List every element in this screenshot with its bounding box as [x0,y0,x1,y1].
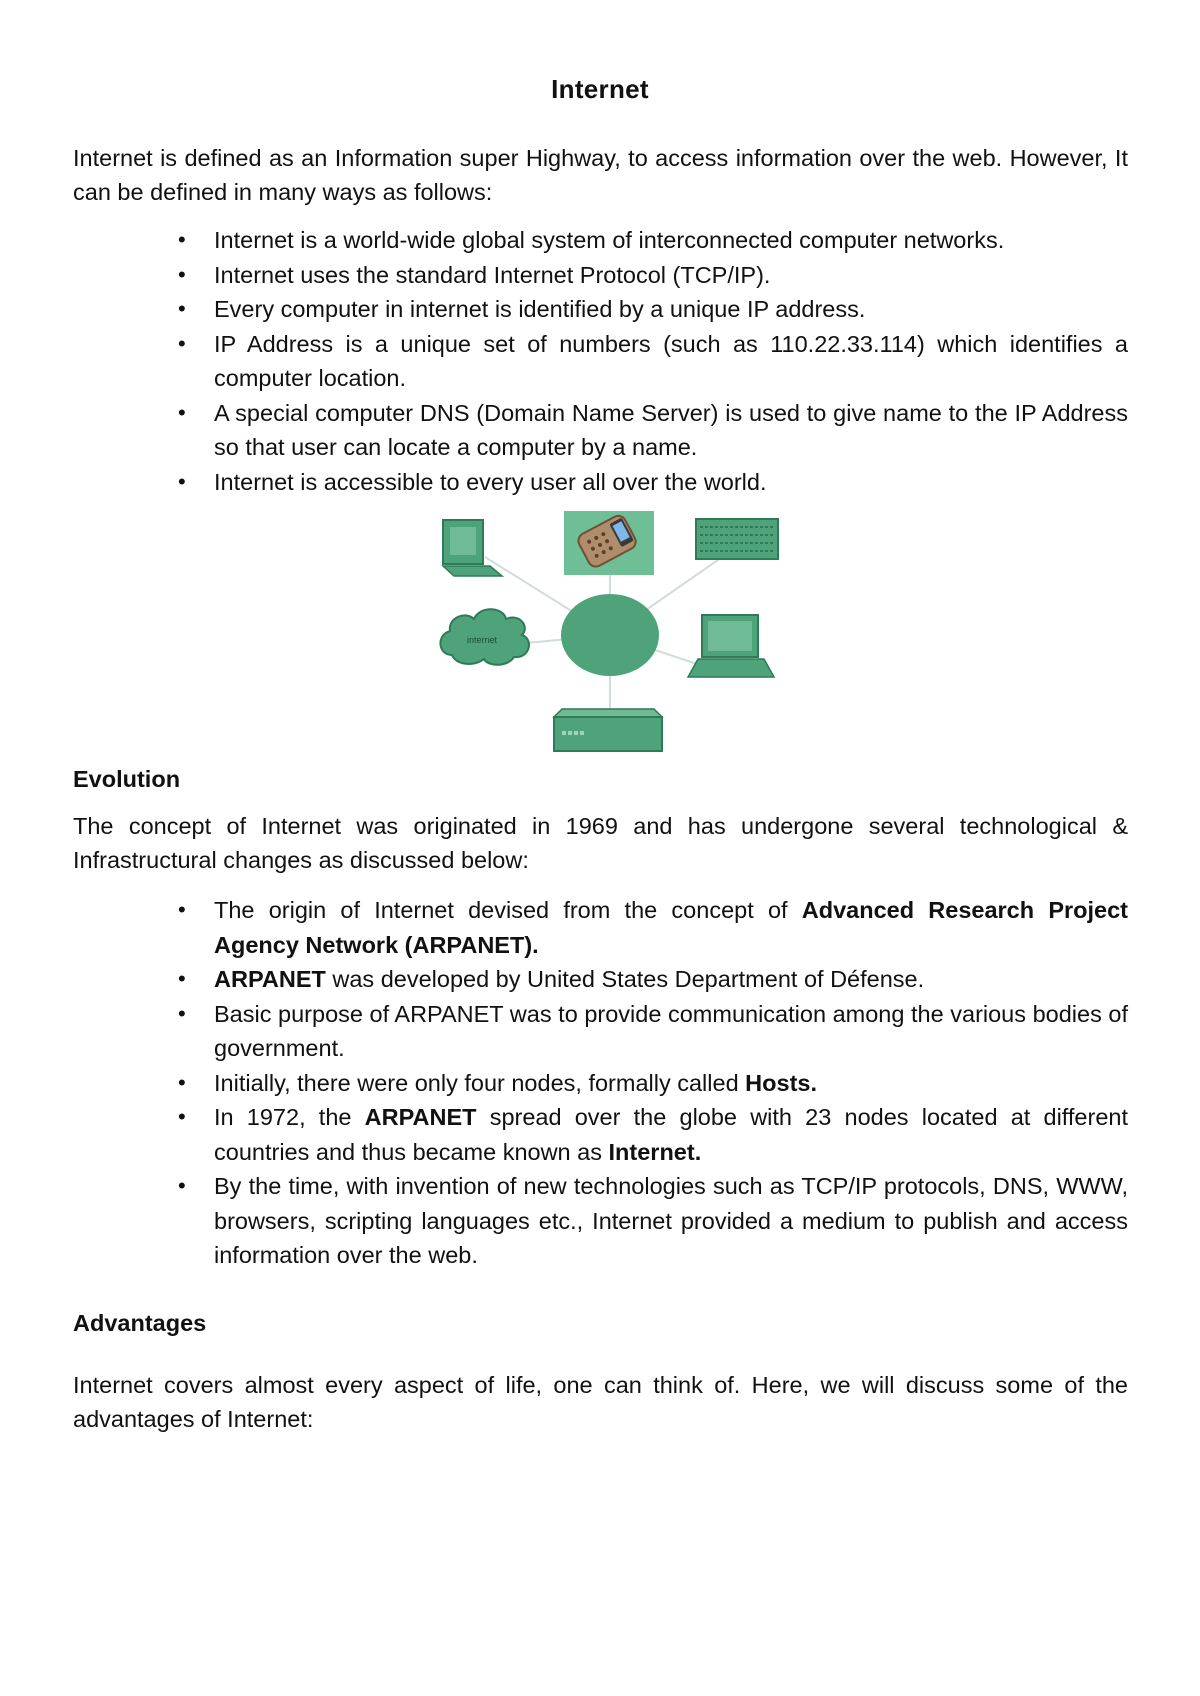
list-item: • By the time, with invention of new technologies such as TCP/IP protocols, DNS, WWW, browsers, scripting languages etc., Internet provided a medium to publish and access information over the web. [214,1169,1128,1273]
list-item: • IP Address is a unique set of numbers (such as 110.22.33.114) which identifies a computer location. [214,327,1128,396]
list-item: • The origin of Internet devised from the concept of Advanced Research Project Agency Network (ARPANET). [214,893,1128,962]
list-item: • Internet is accessible to every user all over the world. [214,465,1128,500]
list-item: • Internet uses the standard Internet Protocol (TCP/IP). [214,258,1128,293]
list-item: • Internet is a world-wide global system of interconnected computer networks. [214,223,1128,258]
list-item: • Initially, there were only four nodes, formally called Hosts. [214,1066,1128,1101]
list-item: • ARPANET was developed by United States Department of Défense. [214,962,1128,997]
evolution-heading: Evolution [73,766,181,792]
internet-cloud-icon [440,609,529,665]
laptop-icon [688,615,774,677]
internet-network-diagram [430,505,810,755]
advantages-heading: Advantages [73,1310,207,1336]
list-item: • Every computer in internet is identified by a unique IP address. [214,292,1128,327]
mobile-phone-icon [564,511,654,575]
list-item: • Basic purpose of ARPANET was to provide communication among the various bodies of government. [214,997,1128,1066]
cloud-label: internet [466,635,498,645]
list-item: • A special computer DNS (Domain Name Server) is used to give name to the IP Address so that user can locate a computer by a name. [214,396,1128,465]
evolution-paragraph: The concept of Internet was originated in 1969 and has undergone several technological & Infrastructural changes as discussed below: [73,813,1128,873]
intro-paragraph: Internet is defined as an Information super Highway, to access information over the web. However, It can be defined in many ways as follows: [73,145,1128,205]
server-box-icon [554,709,662,751]
router-rack-icon [696,519,778,559]
page-title: Internet [551,74,649,104]
list-item: • In 1972, the ARPANET spread over the globe with 23 nodes located at different countries and thus became known as Internet. [214,1100,1128,1169]
intro-bullet-list [214,223,1128,499]
evolution-bullet-list [214,893,1128,1273]
advantages-paragraph: Internet covers almost every aspect of life, one can think of. Here, we will discuss some of the advantages of Internet: [73,1372,1128,1432]
desktop-computer-icon [443,520,502,576]
internet-hub-node [561,594,659,676]
